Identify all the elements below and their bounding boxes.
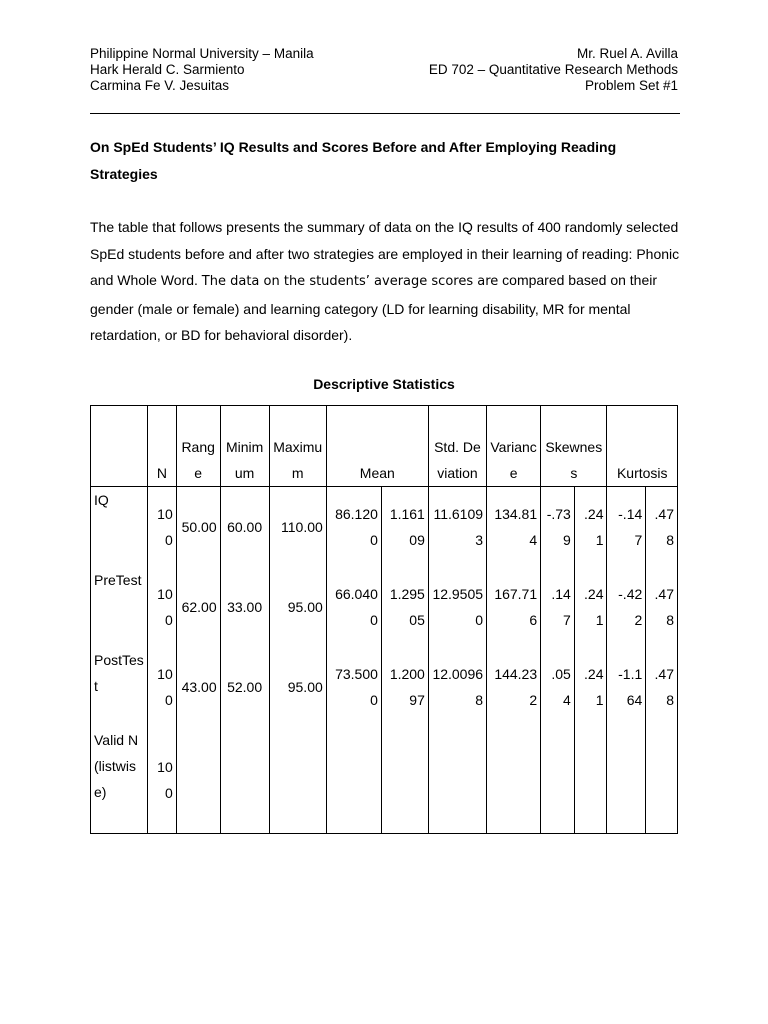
table-cell: 100 bbox=[148, 487, 177, 568]
header-cell: Std. Deviation bbox=[428, 406, 486, 487]
university-name: Philippine Normal University – Manila bbox=[90, 46, 314, 61]
table-cell: 100 bbox=[148, 727, 177, 834]
header-cell: Range bbox=[176, 406, 220, 487]
header-cell bbox=[91, 406, 148, 487]
para-part-2: The data on the students’ average scores are bbox=[201, 274, 499, 289]
table-cell: 52.00 bbox=[220, 647, 269, 727]
table-cell: 12.95050 bbox=[428, 567, 486, 647]
table-cell: 33.00 bbox=[220, 567, 269, 647]
table-cell: 12.00968 bbox=[428, 647, 486, 727]
descriptive-statistics-table bbox=[90, 405, 678, 834]
table-cell bbox=[176, 727, 220, 834]
table-cell: 86.1200 bbox=[326, 487, 381, 568]
table-cell: 11.61093 bbox=[428, 487, 486, 568]
table-cell: 100 bbox=[148, 567, 177, 647]
para-part-3: compared based on their gender (male or female) and learning category (LD for learning disability, MR for mental retardation, or BD for behavioral disorder). bbox=[90, 272, 658, 343]
intro-paragraph bbox=[90, 214, 680, 349]
header-right bbox=[429, 46, 678, 94]
table-cell: 167.716 bbox=[487, 567, 541, 647]
table-cell bbox=[269, 727, 326, 834]
para-part-1: The table that follows presents the summary of data on the IQ results of 400 randomly selected SpEd students before and after two strategies are employed in their learning of reading: Phonic and Whole Word. bbox=[90, 219, 680, 288]
document-title: On SpEd Students’ IQ Results and Scores Before and After Employing Reading Strategies bbox=[90, 139, 617, 182]
table-row bbox=[91, 487, 678, 568]
table-cell: 134.814 bbox=[487, 487, 541, 568]
header-cell: Maximum bbox=[269, 406, 326, 487]
table-cell: -.739 bbox=[541, 487, 575, 568]
table-row bbox=[91, 567, 678, 647]
table-cell: 1.29505 bbox=[381, 567, 428, 647]
table-cell: 60.00 bbox=[220, 487, 269, 568]
table-cell: 110.00 bbox=[269, 487, 326, 568]
table-cell bbox=[646, 727, 678, 834]
author-2: Carmina Fe V. Jesuitas bbox=[90, 78, 230, 93]
table-cell: .241 bbox=[574, 567, 607, 647]
table-cell: -.422 bbox=[607, 567, 646, 647]
table-cell: .241 bbox=[574, 647, 607, 727]
header-cell: Kurtosis bbox=[607, 406, 678, 487]
table-cell bbox=[220, 727, 269, 834]
table-cell: .147 bbox=[541, 567, 575, 647]
header-divider bbox=[90, 113, 680, 114]
header-cell: Minimum bbox=[220, 406, 269, 487]
table-cell: 144.232 bbox=[487, 647, 541, 727]
table-cell: 100 bbox=[148, 647, 177, 727]
table-cell: .478 bbox=[646, 567, 678, 647]
table-cell: 62.00 bbox=[176, 567, 220, 647]
table-cell: .478 bbox=[646, 647, 678, 727]
table-cell bbox=[487, 727, 541, 834]
table-row bbox=[91, 727, 678, 834]
table-cell: 73.5000 bbox=[326, 647, 381, 727]
header-cell: Skewness bbox=[541, 406, 607, 487]
header-cell: N bbox=[148, 406, 177, 487]
header-left bbox=[90, 46, 314, 94]
row-label: PreTest bbox=[91, 567, 148, 647]
table-cell bbox=[428, 727, 486, 834]
table-cell: 66.0400 bbox=[326, 567, 381, 647]
problem-set: Problem Set #1 bbox=[584, 78, 678, 93]
table-cell bbox=[574, 727, 607, 834]
table-cell bbox=[607, 727, 646, 834]
course-name: ED 702 – Quantitative Research Methods bbox=[428, 62, 678, 77]
header-cell: Variance bbox=[487, 406, 541, 487]
instructor-name: Mr. Ruel A. Avilla bbox=[576, 46, 678, 61]
table-row bbox=[91, 647, 678, 727]
table-cell: 1.16109 bbox=[381, 487, 428, 568]
table-cell: .241 bbox=[574, 487, 607, 568]
author-1: Hark Herald C. Sarmiento bbox=[90, 62, 245, 77]
table-cell: -1.164 bbox=[607, 647, 646, 727]
table-cell: 43.00 bbox=[176, 647, 220, 727]
table-cell bbox=[541, 727, 575, 834]
row-label: Valid N (listwise) bbox=[91, 727, 148, 834]
row-label: PostTest bbox=[91, 647, 148, 727]
table-caption: Descriptive Statistics bbox=[313, 376, 455, 392]
table-cell: .054 bbox=[541, 647, 575, 727]
table-cell bbox=[326, 727, 381, 834]
table-cell: -.147 bbox=[607, 487, 646, 568]
table-cell: 95.00 bbox=[269, 567, 326, 647]
table-cell: 50.00 bbox=[176, 487, 220, 568]
row-label: IQ bbox=[91, 487, 148, 568]
table-cell: .478 bbox=[646, 487, 678, 568]
table-cell: 1.20097 bbox=[381, 647, 428, 727]
table-cell bbox=[381, 727, 428, 834]
header-cell: Mean bbox=[326, 406, 428, 487]
table-cell: 95.00 bbox=[269, 647, 326, 727]
table-header-row bbox=[91, 406, 678, 487]
